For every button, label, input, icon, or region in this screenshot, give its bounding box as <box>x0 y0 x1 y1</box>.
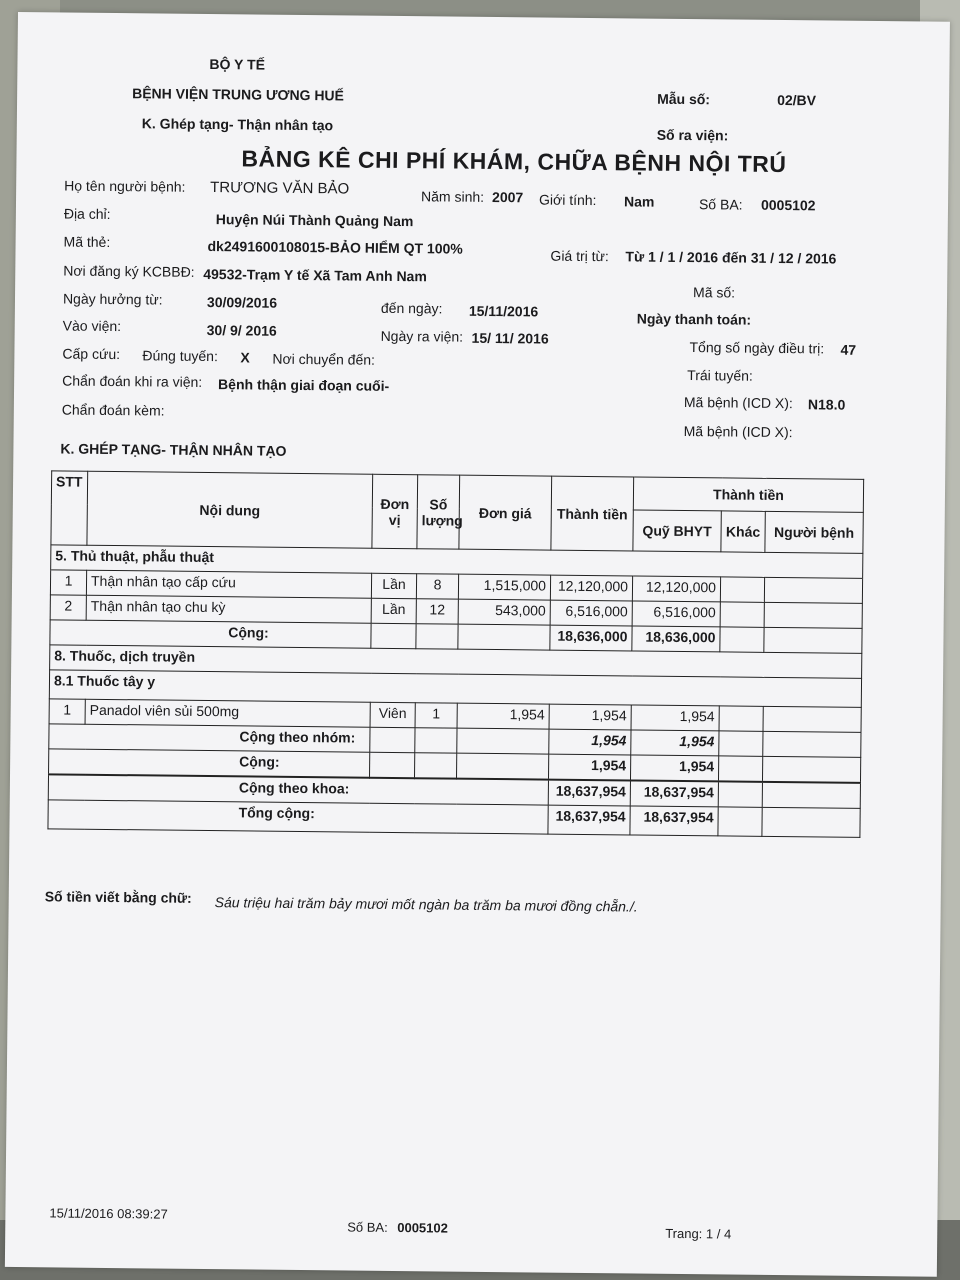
section-heading: K. GHÉP TẠNG- THẬN NHÂN TẠO <box>60 440 287 459</box>
card-label: Mã thẻ: <box>63 233 111 250</box>
correct-mark: X <box>240 349 250 366</box>
benefit-from-label: Ngày hưởng từ: <box>62 290 163 308</box>
transfer-label: Nơi chuyển đến: <box>272 350 376 368</box>
cell-qty: 12 <box>416 599 458 624</box>
cell-price: 543,000 <box>458 599 550 625</box>
register-value: 49532-Trạm Y tế Xã Tam Anh Nam <box>203 265 427 285</box>
grand-total-label: Tổng cộng: <box>48 800 548 834</box>
col-other: Khác <box>721 511 765 552</box>
grand-total-fund: 18,637,954 <box>630 806 718 836</box>
discharge-label: Ngày ra viện: <box>380 327 464 345</box>
emergency-label: Cấp cứu: <box>62 345 121 363</box>
record-value: 0005102 <box>760 196 816 214</box>
cell-name: Thận nhân tạo chu kỳ <box>86 595 371 623</box>
cell-fund: 12,120,000 <box>632 576 720 602</box>
correct-label: Đúng tuyến: <box>142 347 218 365</box>
group-total-total: 1,954 <box>549 729 631 755</box>
diag-out-label: Chẩn đoán khi ra viện: <box>62 372 203 390</box>
dept-total-total: 18,637,954 <box>548 780 630 806</box>
cell-stt: 2 <box>50 595 86 620</box>
discharge-value: 15/ 11/ 2016 <box>471 329 549 347</box>
department-name: K. Ghép tạng- Thận nhân tạo <box>141 115 334 134</box>
record-label: Số BA: <box>698 196 743 213</box>
cell-patient <box>763 706 861 732</box>
section-8: 8. Thuốc, dịch truyền <box>50 645 862 679</box>
valid-label: Giá trị từ: <box>550 247 609 265</box>
cell-patient <box>764 602 862 628</box>
card-value: dk2491600108015-BẢO HIỂM QT 100% <box>207 237 463 257</box>
icd1-label: Mã bệnh (ICD X): <box>683 393 793 412</box>
cell-price: 1,515,000 <box>458 574 550 600</box>
register-label: Nơi đăng ký KCBBĐ: <box>63 262 195 280</box>
dept-total-fund: 18,637,954 <box>630 780 718 806</box>
hospital-name: BỆNH VIỆN TRUNG ƯƠNG HUẾ <box>132 85 345 104</box>
cell-unit: Viên <box>370 702 415 727</box>
form-value: 02/BV <box>777 91 817 109</box>
cell-unit: Lần <box>371 598 416 623</box>
admit-value: 30/ 9/ 2016 <box>206 321 277 339</box>
document-title: BẢNG KÊ CHI PHÍ KHÁM, CHỮA BỆNH NỘI TRÚ <box>241 145 787 178</box>
col-fund: Quỹ BHYT <box>633 510 721 552</box>
diag-out-value: Bệnh thận giai đoạn cuối- <box>218 376 390 394</box>
dept-total-label: Cộng theo khoa: <box>48 774 548 805</box>
cell-name: Panadol viên sủi 500mg <box>85 699 370 727</box>
address-value: Huyện Núi Thành Quảng Nam <box>215 211 414 230</box>
col-total: Thành tiền <box>551 476 634 551</box>
cell-total: 1,954 <box>549 704 631 730</box>
subtotal-total: 18,636,000 <box>550 625 632 651</box>
subtotal-label: Cộng: <box>50 620 371 648</box>
subtotal-label: Cộng: <box>49 749 370 778</box>
birth-label: Năm sinh: <box>421 188 485 205</box>
col-content: Nội dung <box>87 471 373 548</box>
subtotal-fund: 18,636,000 <box>632 626 720 652</box>
col-price: Đơn giá <box>459 475 552 550</box>
benefit-from-value: 30/09/2016 <box>206 293 278 311</box>
footer-record-value: 0005102 <box>397 1220 448 1236</box>
col-total-group: Thành tiền <box>633 477 863 512</box>
icd1-value: N18.0 <box>807 396 846 413</box>
icd2-label: Mã bệnh (ICD X): <box>683 422 793 441</box>
group-total-fund: 1,954 <box>631 730 719 756</box>
gender-label: Giới tính: <box>538 191 597 209</box>
valid-value: Từ 1 / 1 / 2016 đến 31 / 12 / 2016 <box>625 248 837 267</box>
cell-price: 1,954 <box>457 703 549 729</box>
footer-record-label: Số BA: <box>347 1219 388 1235</box>
payment-label: Ngày thanh toán: <box>636 310 752 328</box>
cell-fund: 1,954 <box>631 705 719 731</box>
col-qty: Số lượng <box>417 475 460 549</box>
diag-extra-label: Chẩn đoán kèm: <box>61 401 165 419</box>
wrong-route-label: Trái tuyến: <box>687 367 753 384</box>
group-total-label: Cộng theo nhóm: <box>49 724 370 752</box>
cell-stt: 1 <box>50 570 86 595</box>
cell-fund: 6,516,000 <box>632 601 720 627</box>
cell-total: 6,516,000 <box>550 600 632 626</box>
cell-patient <box>764 577 862 603</box>
section-8-1: 8.1 Thuốc tây y <box>49 670 861 708</box>
cell-qty: 1 <box>415 703 457 728</box>
section-5: 5. Thủ thuật, phẫu thuật <box>51 545 863 579</box>
words-label: Số tiền viết bằng chữ: <box>44 888 192 906</box>
gender-value: Nam <box>623 193 655 210</box>
cost-table <box>47 470 864 837</box>
col-patient: Người bệnh <box>765 511 863 553</box>
form-label: Mẫu số: <box>657 90 711 108</box>
cell-other <box>719 706 763 731</box>
cell-qty: 8 <box>416 574 458 599</box>
name-label: Họ tên người bệnh: <box>64 177 186 195</box>
admit-label: Vào viện: <box>62 317 122 335</box>
words-value: Sáu triệu hai trăm bảy mươi mốt ngàn ba trăm ba mươi đồng chẵn./. <box>214 894 638 915</box>
cell-stt: 1 <box>49 699 85 724</box>
cell-name: Thận nhân tạo cấp cứu <box>86 570 371 598</box>
page-number: Trang: 1 / 4 <box>665 1225 732 1242</box>
code-label: Mã số: <box>693 284 736 301</box>
cell-other <box>720 602 764 627</box>
birth-value: 2007 <box>492 188 524 206</box>
col-unit: Đơn vị <box>372 474 418 548</box>
subtotal-total: 1,954 <box>548 754 630 780</box>
days-value: 47 <box>840 341 857 358</box>
ministry-name: BỘ Y TẾ <box>209 56 266 73</box>
to-value: 15/11/2016 <box>468 302 539 320</box>
days-label: Tổng số ngày điều trị: <box>689 339 825 357</box>
subtotal-fund: 1,954 <box>630 755 718 781</box>
document-page <box>5 12 950 1277</box>
grand-total-total: 18,637,954 <box>548 805 630 835</box>
to-label: đến ngày: <box>380 299 443 317</box>
discharge-no-label: Số ra viện: <box>656 126 729 144</box>
cell-total: 12,120,000 <box>550 575 632 601</box>
cell-other <box>720 577 764 602</box>
print-timestamp: 15/11/2016 08:39:27 <box>49 1205 168 1222</box>
col-stt: STT <box>51 471 88 545</box>
patient-name: TRƯƠNG VĂN BẢO <box>210 179 350 198</box>
cell-unit: Lần <box>371 573 416 598</box>
address-label: Địa chỉ: <box>63 205 111 222</box>
